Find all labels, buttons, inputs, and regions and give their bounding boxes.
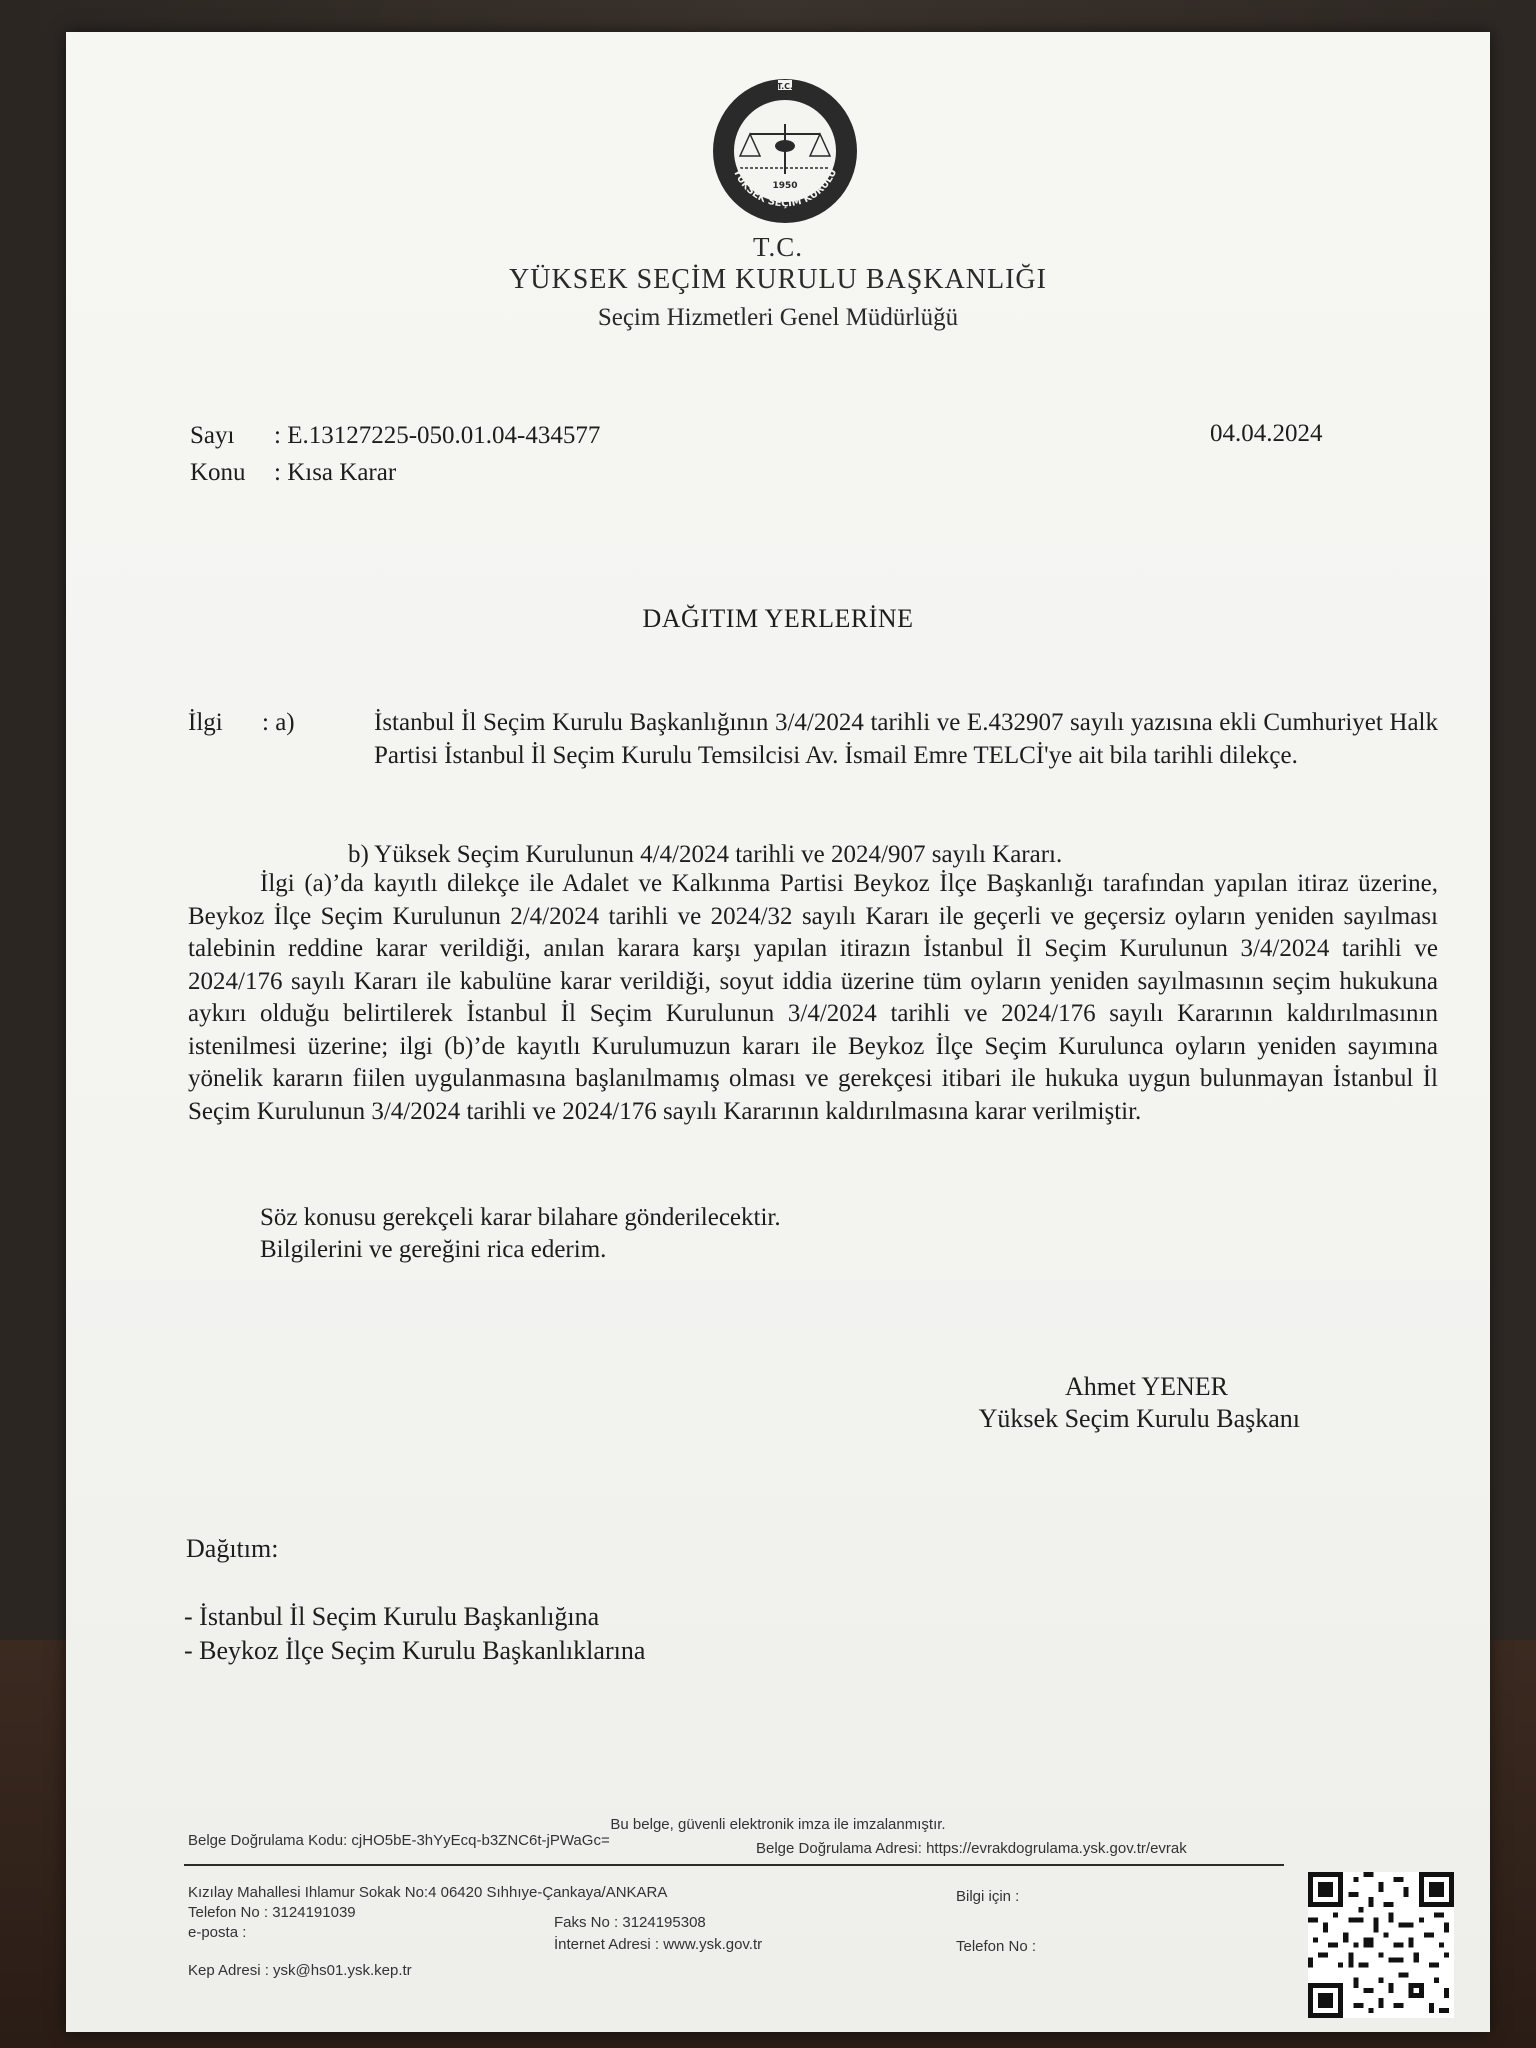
ilgi-label: İlgi	[188, 709, 223, 736]
signer-name: Ahmet YENER	[1065, 1372, 1228, 1401]
document-date: 04.04.2024	[1210, 420, 1323, 447]
footer-fax: Faks No : 3124195308	[554, 1914, 706, 1931]
meta-konu	[190, 459, 396, 487]
distribution-title: Dağıtım:	[186, 1534, 279, 1563]
footer-phone: Telefon No : 3124191039	[188, 1904, 356, 1921]
footer-kep: Kep Adresi : ysk@hs01.ysk.kep.tr	[188, 1962, 412, 1979]
sayi-label: Sayı	[190, 422, 235, 449]
footer-email: e-posta :	[188, 1924, 247, 1941]
closing-line-1: Söz konusu gerekçeli karar bilahare gönderilecektir.	[260, 1204, 781, 1231]
footer-address: Kızılay Mahallesi Ihlamur Sokak No:4 06420 Sıhhıye-Çankaya/ANKARA	[188, 1884, 668, 1901]
ilgi-b-text: b) Yüksek Seçim Kurulunun 4/4/2024 tarihli ve 2024/907 sayılı Kararı.	[348, 841, 1063, 868]
header-department: Seçim Hizmetleri Genel Müdürlüğü	[597, 304, 959, 331]
closing-line-2: Bilgilerini ve gereğini rica ederim.	[260, 1236, 607, 1263]
header-tc: T.C.	[753, 232, 803, 262]
qr-code[interactable]	[1308, 1872, 1454, 2018]
meta-sayi	[190, 422, 600, 450]
header-institution: YÜKSEK SEÇİM KURULU BAŞKANLIĞI	[509, 264, 1047, 295]
seal-ring-text: YÜKSEK SEÇİM KURULU	[730, 167, 840, 210]
distribution-item: - İstanbul İl Seçim Kurulu Başkanlığına	[184, 1602, 600, 1631]
body-paragraph: İlgi (a)’da kayıtlı dilekçe ile Adalet ve Kalkınma Partisi Beykoz İlçe Başkanlığı tarafından yapılan itiraz üzerine, Beykoz İlçe Seçim Kurulunun 2/4/2024 tarihli ve 2024/32 sayılı Kararı ile geçerli ve geçersiz oyların yeniden sayılması talebinin reddine karar verildiği, anılan karara karşı yapılan itirazın İstanbul İl Seçim Kurulunun 3/4/2024 tarihli ve 2024/176 sayılı Kararı ile kabulüne karar verildiği, soyut iddia üzerine tüm oyların yeniden sayılmasının seçim hukukuna aykırı olduğu belirtilerek İstanbul İl Seçim Kurulunun 3/4/2024 tarihli ve 2024/176 sayılı Kararının kaldırılmasının istenilmesi üzerine; ilgi (b)’de kayıtlı Kurulumuzun kararı ile Beykoz İlçe Seçim Kurulunca oyların yeniden sayımına yönelik kararın fiilen uygulanmasına başlanılmamış olması ve gerekçesi itibari ile hukuka uygun bulunmayan İstanbul İl Seçim Kurulunun 3/4/2024 tarihli ve 2024/176 sayılı Kararının kaldırılmasına karar verilmiştir.	[188, 870, 1438, 1125]
footer-info-contact: Bilgi için :	[956, 1888, 1020, 1905]
footer-divider	[184, 1864, 1284, 1866]
document-page	[66, 32, 1490, 2032]
konu-value: : Kısa Karar	[274, 459, 397, 486]
ilgi-a-marker: : a)	[262, 709, 295, 736]
konu-label: Konu	[190, 459, 246, 486]
addressee: DAĞITIM YERLERİNE	[642, 604, 914, 633]
ilgi-a-text: İstanbul İl Seçim Kurulu Başkanlığının 3/4/2024 tarihli ve E.432907 sayılı yazısına ekli Cumhuriyet Halk Partisi İstanbul İl Seçim Kurulu Temsilcisi Av. İsmail Emre TELCİ'ye ait bila tarihli dilekçe.	[374, 709, 1438, 769]
footer-contact-phone: Telefon No :	[956, 1938, 1037, 1955]
sayi-value: : E.13127225-050.01.04-434577	[274, 422, 601, 449]
signer-title: Yüksek Seçim Kurulu Başkanı	[978, 1404, 1300, 1433]
seal-year: 1950	[772, 181, 798, 191]
footer-website: İnternet Adresi : www.ysk.gov.tr	[554, 1936, 763, 1953]
distribution-item: - Beykoz İlçe Seçim Kurulu Başkanlıklarına	[184, 1636, 646, 1665]
esign-note: Bu belge, güvenli elektronik imza ile imzalanmıştır.	[610, 1816, 946, 1833]
seal-top-text: T.C.	[776, 82, 794, 91]
verification-address: Belge Doğrulama Adresi: https://evrakdogrulama.ysk.gov.tr/evrak	[756, 1840, 1187, 1857]
ysk-seal-logo	[710, 76, 860, 226]
verification-code: Belge Doğrulama Kodu: cjHO5bE-3hYyEcq-b3ZNC6t-jPWaGc=	[188, 1832, 610, 1849]
